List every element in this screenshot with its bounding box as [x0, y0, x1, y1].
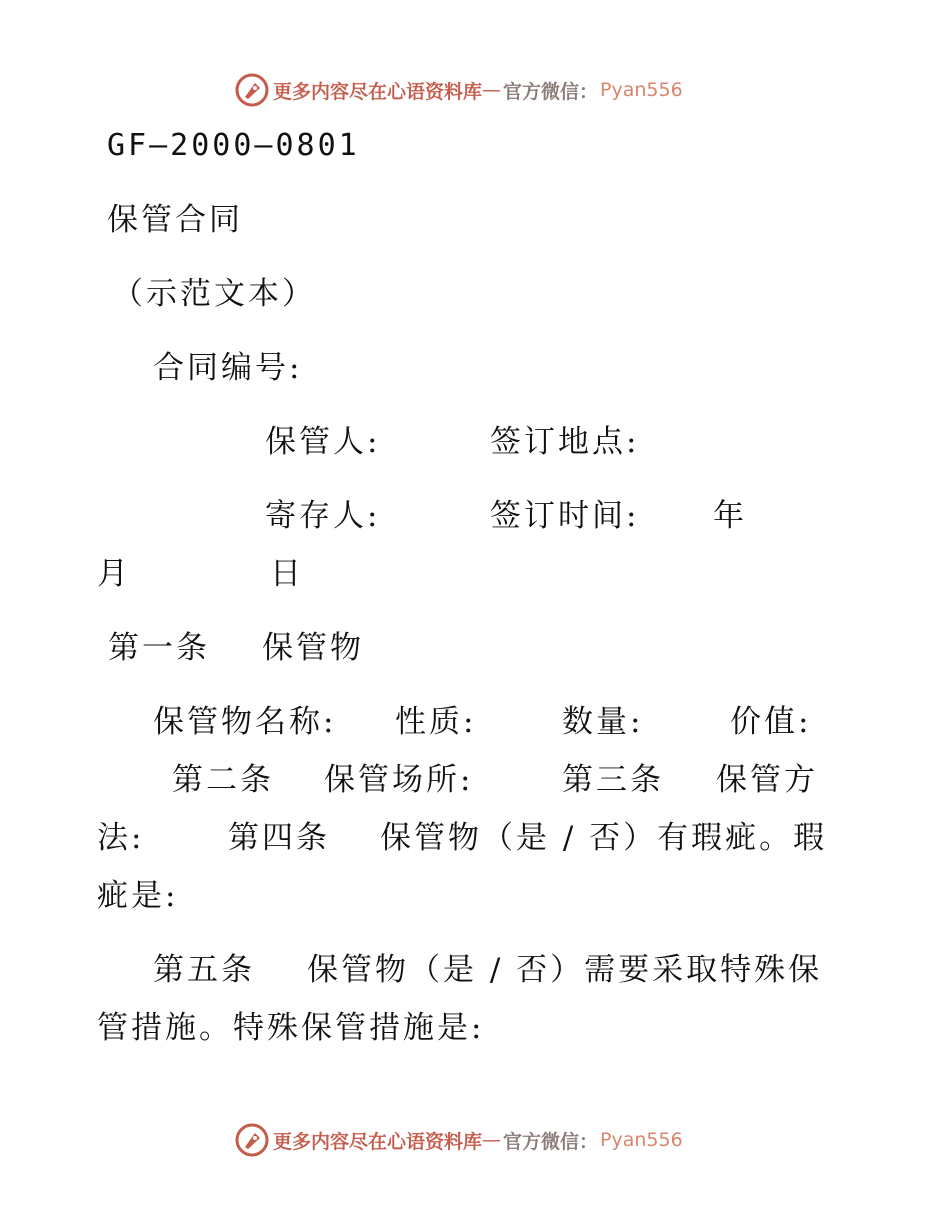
watermark-text: 更多内容尽在心语资料库: [273, 80, 483, 103]
custodian-label: 保管人:: [265, 424, 381, 460]
watermark-separator: —: [482, 1129, 502, 1151]
item-nature-label: 性质:: [395, 704, 477, 740]
sign-place-label: 签订地点:: [490, 424, 640, 460]
pen-nib-logo-icon: [235, 1123, 269, 1157]
article-5-title: 第五条: [153, 952, 255, 988]
header-watermark: [235, 72, 683, 108]
article-4-text-start: 保管物（是 / 否）有瑕疵。瑕: [380, 820, 828, 856]
day-label: 日: [270, 556, 304, 592]
depositor-label: 寄存人:: [265, 498, 381, 534]
article-3-text-end: 法:: [97, 820, 145, 856]
footer-watermark: [235, 1122, 683, 1158]
watermark-separator: —: [482, 79, 502, 101]
article-4-text-end: 疵是:: [97, 878, 179, 914]
watermark-official-label: 官方微信：: [503, 1130, 599, 1153]
month-label: 月: [97, 556, 131, 592]
article-5-text-start: 保管物（是 / 否）需要采取特殊保: [307, 952, 823, 988]
document-code: GF—2000—0801: [107, 128, 360, 163]
watermark-official-label: 官方微信：: [503, 80, 599, 103]
year-label: 年: [713, 498, 747, 534]
article-5-text-end: 管措施。特殊保管措施是:: [97, 1010, 485, 1046]
watermark-wechat-id: Pyan556: [600, 79, 683, 101]
item-quantity-label: 数量:: [562, 704, 644, 740]
watermark-wechat-id: Pyan556: [600, 1129, 683, 1151]
document-title: 保管合同: [107, 202, 243, 238]
contract-number-label: 合同编号:: [153, 350, 303, 386]
article-2-title: 第二条: [172, 762, 274, 798]
article-2-text: 保管场所:: [324, 762, 474, 798]
article-3-title: 第三条: [562, 762, 664, 798]
item-value-label: 价值:: [730, 704, 812, 740]
article-1-heading: 保管物: [262, 630, 364, 666]
pen-nib-logo-icon: [235, 73, 269, 107]
sign-time-label: 签订时间:: [490, 498, 640, 534]
watermark-text: 更多内容尽在心语资料库: [273, 1130, 483, 1153]
document-subtitle: （示范文本）: [112, 276, 316, 312]
article-3-text-start: 保管方: [716, 762, 818, 798]
article-1-title: 第一条: [108, 630, 210, 666]
article-4-title: 第四条: [228, 820, 330, 856]
item-name-label: 保管物名称:: [153, 704, 337, 740]
